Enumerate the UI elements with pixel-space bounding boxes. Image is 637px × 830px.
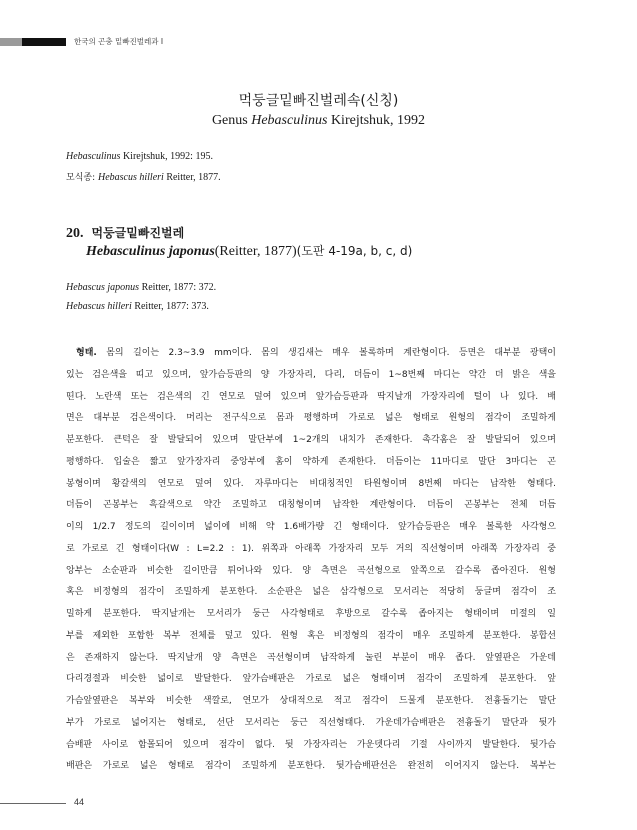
page-number: 44	[74, 797, 85, 807]
type-species-reference: 모식종: Hebascus hilleri Reitter, 1877.	[66, 172, 221, 183]
header-grey-bar	[0, 38, 22, 46]
footer-rule	[0, 803, 66, 804]
description-line: 혹은 비정형의 점각이 조밀하게 분포한다. 소순판은 넓은 삼각형으로 모서리는 적당히 둥글며 점각이 조	[66, 587, 556, 598]
genus-title-korean: 먹둥글밑빠진벌레속(신칭)	[238, 93, 399, 109]
description-line: 앙부는 소순판과 비슷한 길이만큼 튀어나와 있다. 양 측면은 곡선형으로 앞쪽으로 갈수록 좁아진다. 원형	[66, 565, 556, 576]
description-line: 봉형이며 황갈색의 연모로 덮여 있다. 자루마디는 비대칭적인 타원형이며 8번째 마디는 납작한 형태다.	[66, 478, 556, 489]
description-line: 평행하다. 입술은 짧고 앞가장자리 중앙부에 홈이 약하게 존재한다. 더듬이는 11마디로 말단 3마디는 곤	[66, 456, 556, 467]
genus-title-latin: Genus Hebasculinus Kirejtshuk, 1992	[211, 113, 426, 128]
description-line: 더듬이 곤봉부는 흑갈색으로 약간 조밀하고 대칭형이며 납작한 계란형이다. 더듬이 곤봉부는 전체 더듬	[66, 500, 556, 511]
description-line: 있는 검은색을 띠고 있으며, 앞가슴등판의 양 가장자리, 다리, 더듬이 1~8번째 마디는 약간 더 밝은 색을	[66, 369, 556, 380]
description-line: 다리경절과 비슷한 넓이로 발달한다. 앞가슴배판은 가로로 넓은 형태이며 점각이 조밀하게 분포한다. 앞	[66, 674, 556, 685]
description-line: 은 존재하지 않는다. 딱지날개 양 측면은 곡선형이며 납작하게 눌린 부분이 매우 좁다. 앞옆판은 가운데	[66, 652, 556, 663]
header-black-bar	[22, 38, 66, 46]
description-line: 슴배판 사이로 함몰되어 있으며 점각이 없다. 뒷 가장자리는 가운뎃다리 기절 사이까지 발달한다. 뒷가슴	[66, 739, 556, 750]
description-line: 분포한다. 큰턱은 잘 발달되어 있으며 말단부에 1~2개의 내치가 존재한다. 촉각홈은 잘 발달되어 있으며	[66, 435, 556, 445]
description-line: 가슴앞옆판은 복부와 비슷한 색깔로, 연모가 상대적으로 적고 점각이 드물게 분포한다. 전흉돌기는 말단	[66, 696, 556, 706]
description-line: 부를 제외한 포함한 복부 전체를 덮고 있다. 원형 혹은 비정형의 점각이 매우 조밀하게 분포한다. 봉합선	[66, 630, 556, 641]
description-line: 배판은 가로로 넓은 형태로 점각이 조밀하게 분포한다. 뒷가슴배판선은 완전히 이어지지 않는다. 복부는	[66, 761, 556, 772]
description-lead: 형태.	[76, 348, 97, 358]
running-header: 한국의 곤충 밑빠진벌레과 I	[74, 37, 164, 46]
description-line: 밀하게 분포한다. 딱지날개는 모서리가 둥근 사각형태로 후방으로 갈수록 좁아지는 형태이며 미절의 일	[66, 609, 556, 619]
description-line: 형태. 몸의 길이는 2.3~3.9 mm이다. 몸의 생김새는 매우 볼록하며 계란형이다. 등면은 대부분 광택이	[76, 348, 556, 358]
description-paragraph	[66, 343, 556, 778]
description-line: 띤다. 노란색 또는 검은색의 긴 연모로 덮여 있으며 앞가슴등판과 딱지날개 가장자리에 털이 나 있다. 배	[66, 391, 556, 402]
description-line: 이의 1/2.7 정도의 길이이며 넓이에 비해 약 1.6배가량 긴 형태이다. 앞가슴등판은 매우 볼록한 사각형으	[66, 522, 556, 532]
description-line: 면은 대부분 검은색이다. 머리는 전구식으로 몸과 평행하며 가로로 넓은 형태로 원형의 점각이 조밀하게	[66, 413, 556, 424]
description-line: 부가 가로로 넓어지는 형태로, 선단 모서리는 둥근 직선형태다. 가운데가슴배판은 전흉돌기 말단과 뒷가	[66, 717, 556, 728]
synonym-reference-2: Hebascus hilleri Reitter, 1877: 373.	[66, 301, 209, 312]
synonym-reference-1: Hebascus japonus Reitter, 1877: 372.	[66, 282, 217, 293]
genus-reference: Hebasculinus Kirejtshuk, 1992: 195.	[66, 151, 213, 162]
species-scientific-name: Hebasculinus japonus(Reitter, 1877)(도판 4-19a, b, c, d)	[86, 244, 413, 259]
species-heading: 20. 먹둥글밑빠진벌레	[66, 226, 185, 241]
description-line: 로 가로로 긴 형태이다(W : L=2.2 : 1). 위쪽과 아래쪽 가장자리 모두 거의 직선형이며 아래쪽 가장자리 중	[66, 543, 556, 554]
